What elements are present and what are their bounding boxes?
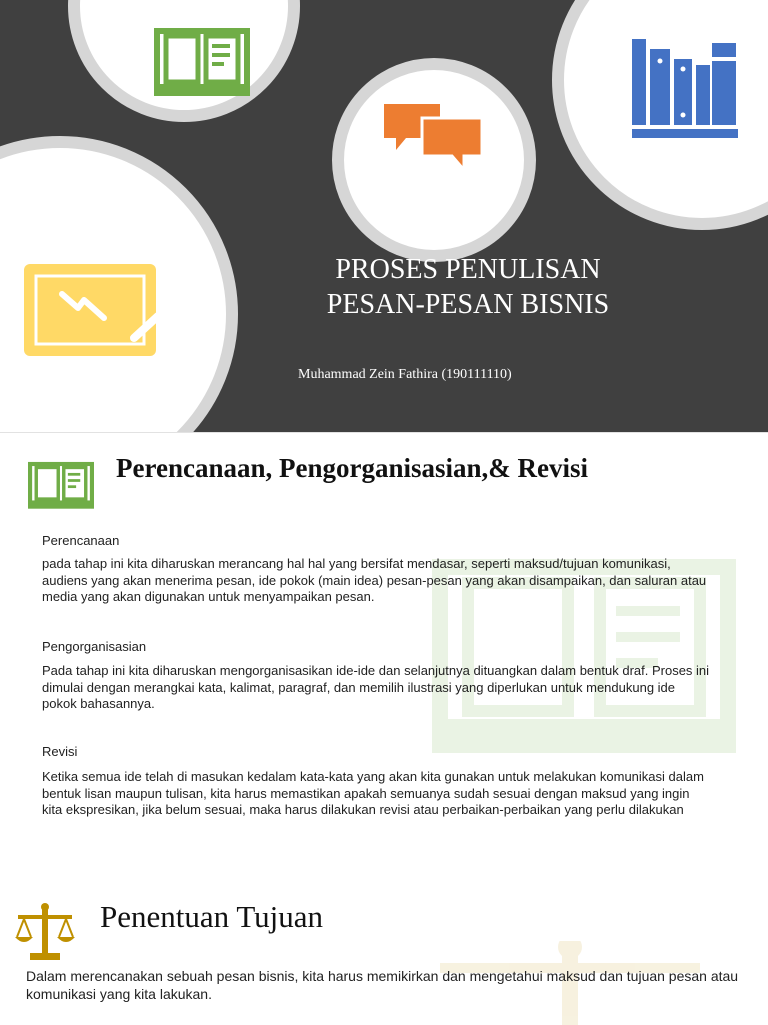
paragraph-pengorganisasian: Pada tahap ini kita diharuskan mengorganisasikan ide-ide dan selanjutnya dituangkan dalam bentuk draf. Proses ini dimulai dengan merangkai kata, kalimat, paragraf, dan memilih ilustrasi yang diperlukan untuk mendukung ide pokok bahasannya. [42, 663, 710, 711]
chalkboard-circle [0, 136, 238, 432]
book-icon [154, 28, 250, 98]
bookshelf-circle [552, 0, 768, 230]
section-heading: Penentuan Tujuan [100, 899, 324, 934]
presentation-title [258, 252, 678, 322]
title-line-1: PROSES PENULISAN [335, 254, 601, 285]
paragraph-revisi: Ketika semua ide telah di masukan kedalam kata-kata yang akan kita gunakan untuk melakukan komunikasi dalam bentuk lisan maupun tulisan, kita harus memastikan apakah semuanya sudah sesuai dengan maksud yang ingin kita ekspresikan, jika belum sesuai, maka harus dilakukan revisi atau perbaikan-perbaikan yang perlu dilakukan [42, 769, 704, 817]
bookshelf-icon [632, 39, 738, 139]
paragraph-perencanaan: pada tahap ini kita diharuskan merancang hal hal yang bersifat mendasar, seperti maksud/tujuan komunikasi, audiens yang akan menerima pesan, ide pokok (main idea) pesan-pesan yang akan disampaikan, dan saluran atau media yang akan digunakan untuk menyampaikan pesan. [42, 556, 707, 604]
title-slide [0, 0, 768, 432]
title-line-2: PESAN-PESAN BISNIS [326, 289, 610, 320]
author-name: Muhammad Zein Fathira (190111110) [298, 367, 512, 382]
book-icon [28, 461, 94, 511]
planning-slide [0, 432, 768, 881]
subheading-perencanaan: Perencanaan [42, 533, 120, 548]
book-circle [68, 0, 300, 122]
chalkboard-icon [22, 262, 166, 362]
chat-circle [332, 58, 536, 262]
section-heading: Perencanaan, Pengorganisasian,& Revisi [116, 453, 588, 483]
scales-icon [14, 903, 76, 963]
subheading-pengorganisasian: Pengorganisasian [42, 639, 147, 654]
purpose-slide [0, 881, 768, 1025]
paragraph-tujuan: Dalam merencanakan sebuah pesan bisnis, kita harus memikirkan dan mengetahui maksud dan tujuan pesan atau komunikasi yang kita lakukan. [26, 968, 739, 1002]
subheading-revisi: Revisi [42, 744, 78, 759]
chat-bubbles-icon [384, 104, 484, 176]
